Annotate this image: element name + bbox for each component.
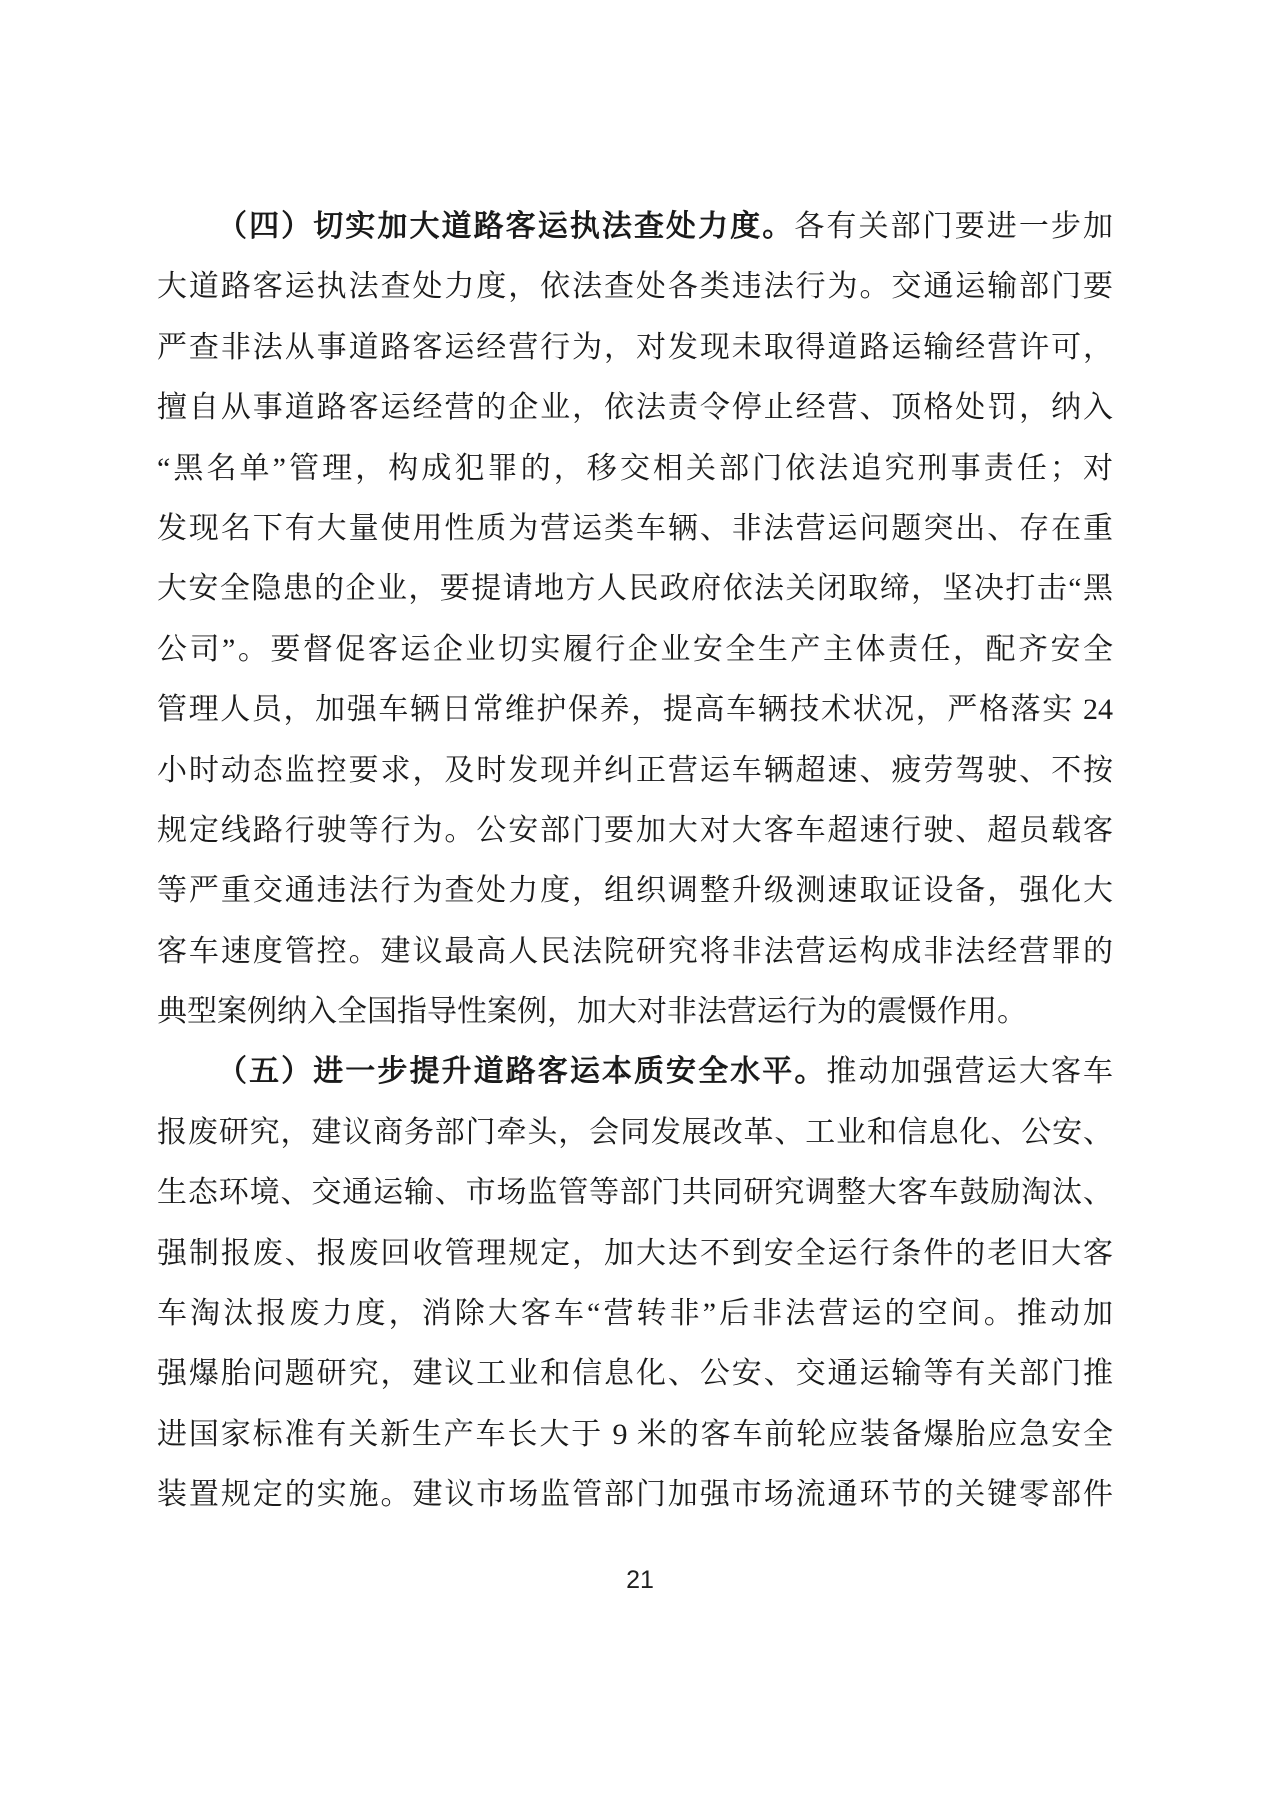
body-text: 报废研究，建议商务部门牵头，会同发展改革、工业和信息化、公安、 <box>157 1115 1113 1149</box>
text-line <box>157 1042 1113 1102</box>
text-line <box>157 680 1113 740</box>
body-text: 发现名下有大量使用性质为营运类车辆、非法营运问题突出、存在重 <box>157 511 1113 545</box>
body-text: 车淘汰报废力度，消除大客车“营转非”后非法营运的空间。推动加 <box>157 1297 1113 1331</box>
text-line <box>157 559 1113 619</box>
text-line <box>157 1405 1113 1465</box>
text-line <box>157 1465 1113 1525</box>
text-line <box>157 257 1113 317</box>
document-body <box>157 197 1113 1526</box>
body-text: 强爆胎问题研究，建议工业和信息化、公安、交通运输等有关部门推 <box>157 1357 1113 1391</box>
text-line <box>157 1163 1113 1223</box>
body-text: 等严重交通违法行为查处力度，组织调整升级测速取证设备，强化大 <box>157 874 1113 908</box>
text-line <box>157 801 1113 861</box>
body-text: 强制报废、报废回收管理规定，加大达不到安全运行条件的老旧大客 <box>157 1236 1113 1270</box>
body-text: 生态环境、交通运输、市场监管等部门共同研究调整大客车鼓励淘汰、 <box>157 1176 1113 1210</box>
text-line <box>157 741 1113 801</box>
text-line <box>157 620 1113 680</box>
text-line <box>157 499 1113 559</box>
body-text: 管理人员，加强车辆日常维护保养，提高车辆技术状况，严格落实 24 <box>157 693 1113 727</box>
text-line <box>157 378 1113 438</box>
body-text: 擅自从事道路客运经营的企业，依法责令停止经营、顶格处罚，纳入 <box>157 391 1113 425</box>
text-line <box>157 1284 1113 1344</box>
text-line <box>157 1103 1113 1163</box>
body-text: 公司”。要督促客运企业切实履行企业安全生产主体责任，配齐安全 <box>157 632 1113 666</box>
body-text: 进国家标准有关新生产车长大于 9 米的客车前轮应装备爆胎应急安全 <box>157 1417 1113 1451</box>
text-line <box>157 1224 1113 1284</box>
body-text: 大安全隐患的企业，要提请地方人民政府依法关闭取缔，坚决打击“黑 <box>157 572 1113 606</box>
body-text: 规定线路行驶等行为。公安部门要加大对大客车超速行驶、超员载客 <box>157 813 1113 847</box>
body-text: 典型案例纳入全国指导性案例，加大对非法营运行为的震慑作用。 <box>157 995 1027 1029</box>
text-line <box>157 982 1113 1042</box>
text-line <box>157 439 1113 499</box>
section-heading: （五）进一步提升道路客运本质安全水平。 <box>217 1055 827 1089</box>
section-heading: （四）切实加大道路客运执法查处力度。 <box>217 210 795 243</box>
body-text: 推动加强营运大客车 <box>826 1055 1114 1089</box>
text-line <box>157 922 1113 982</box>
body-text: 小时动态监控要求，及时发现并纠正营运车辆超速、疲劳驾驶、不按 <box>157 753 1113 787</box>
body-text: 各有关部门要进一步加 <box>794 210 1114 243</box>
body-text: 严查非法从事道路客运经营行为，对发现未取得道路运输经营许可， <box>157 330 1113 364</box>
body-text: “黑名单”管理，构成犯罪的，移交相关部门依法追究刑事责任；对 <box>157 451 1113 485</box>
text-line <box>157 1344 1113 1404</box>
body-text: 装置规定的实施。建议市场监管部门加强市场流通环节的关键零部件 <box>157 1478 1113 1512</box>
text-line <box>157 318 1113 378</box>
page-number: 21 <box>626 1566 654 1594</box>
text-line <box>157 197 1113 257</box>
text-line <box>157 861 1113 921</box>
body-text: 客车速度管控。建议最高人民法院研究将非法营运构成非法经营罪的 <box>157 934 1113 968</box>
body-text: 大道路客运执法查处力度，依法查处各类违法行为。交通运输部门要 <box>157 270 1113 304</box>
